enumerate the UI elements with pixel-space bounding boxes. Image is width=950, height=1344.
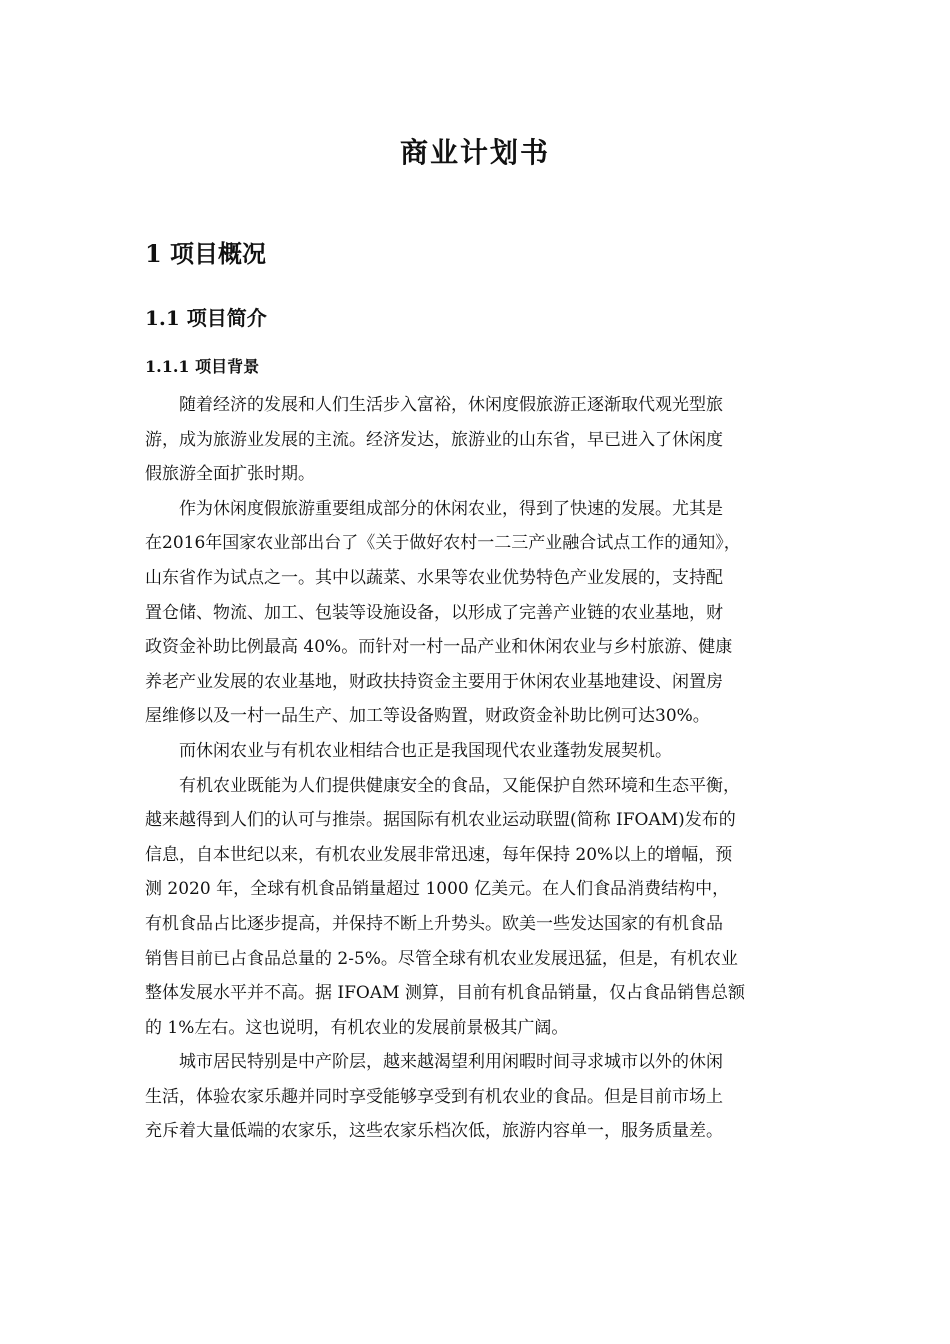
paragraph bbox=[145, 388, 807, 492]
text-line: 信息，自本世纪以来，有机农业发展非常迅速，每年保持 20%以上的增幅，预 bbox=[145, 844, 733, 865]
text-line: 养老产业发展的农业基地，财政扶持资金主要用于休闲农业基地建设、闲置房 bbox=[145, 671, 723, 692]
text-line: 假旅游全面扩张时期。 bbox=[145, 464, 315, 485]
document-title: 商业计划书 bbox=[399, 136, 550, 169]
text-line: 随着经济的发展和人们生活步入富裕，休闲度假旅游正逐渐取代观光型旅 bbox=[179, 395, 723, 415]
text-line: 越来越得到人们的认可与推崇。据国际有机农业运动联盟(简称 IFOAM)发布的 bbox=[145, 810, 736, 831]
text-line: 在2016年国家农业部出台了《关于做好农村一二三产业融合试点工作的通知》， bbox=[145, 533, 741, 554]
section-heading-1-1: 1.1 项目简介 bbox=[145, 306, 267, 330]
text-line: 测 2020 年，全球有机食品销量超过 1000 亿美元。在人们食品消费结构中， bbox=[145, 879, 730, 900]
text-line: 置仓储、物流、加工、包装等设施设备，以形成了完善产业链的农业基地，财 bbox=[145, 602, 723, 623]
paragraph bbox=[145, 769, 807, 1046]
text-line: 而休闲农业与有机农业相结合也正是我国现代农业蓬勃发展契机。 bbox=[179, 740, 672, 761]
body-text bbox=[145, 388, 807, 1149]
section-heading-1: 1 项目概况 bbox=[145, 239, 267, 268]
text-line: 游，成为旅游业发展的主流。经济发达，旅游业的山东省，早已进入了休闲度 bbox=[145, 429, 723, 450]
text-line: 充斥着大量低端的农家乐，这些农家乐档次低，旅游内容单一，服务质量差。 bbox=[145, 1121, 723, 1142]
text-line: 销售目前已占食品总量的 2-5%。尽管全球有机农业发展迅猛，但是，有机农业 bbox=[145, 948, 738, 969]
text-line: 政资金补助比例最高 40%。而针对一村一品产业和休闲农业与乡村旅游、健康 bbox=[145, 637, 733, 658]
paragraph bbox=[145, 734, 807, 769]
text-line: 整体发展水平并不高。据 IFOAM 测算，目前有机食品销量，仅占食品销售总额 bbox=[145, 983, 745, 1004]
section-heading-1-1-1: 1.1.1 项目背景 bbox=[145, 357, 260, 376]
text-line: 的 1%左右。这也说明，有机农业的发展前景极其广阔。 bbox=[145, 1017, 569, 1038]
text-line: 作为休闲度假旅游重要组成部分的休闲农业，得到了快速的发展。尤其是 bbox=[179, 498, 723, 519]
paragraph bbox=[145, 492, 807, 734]
text-line: 生活，体验农家乐趣并同时享受能够享受到有机农业的食品。但是目前市场上 bbox=[145, 1086, 723, 1107]
text-line: 山东省作为试点之一。其中以蔬菜、水果等农业优势特色产业发展的，支持配 bbox=[145, 567, 723, 588]
text-line: 有机农业既能为人们提供健康安全的食品，又能保护自然环境和生态平衡， bbox=[179, 775, 740, 796]
paragraph bbox=[145, 1045, 807, 1149]
text-line: 有机食品占比逐步提高，并保持不断上升势头。欧美一些发达国家的有机食品 bbox=[145, 913, 723, 934]
text-line: 城市居民特别是中产阶层，越来越渴望利用闲暇时间寻求城市以外的休闲 bbox=[179, 1052, 723, 1073]
text-line: 屋维修以及一村一品生产、加工等设备购置，财政资金补助比例可达30%。 bbox=[145, 706, 710, 727]
